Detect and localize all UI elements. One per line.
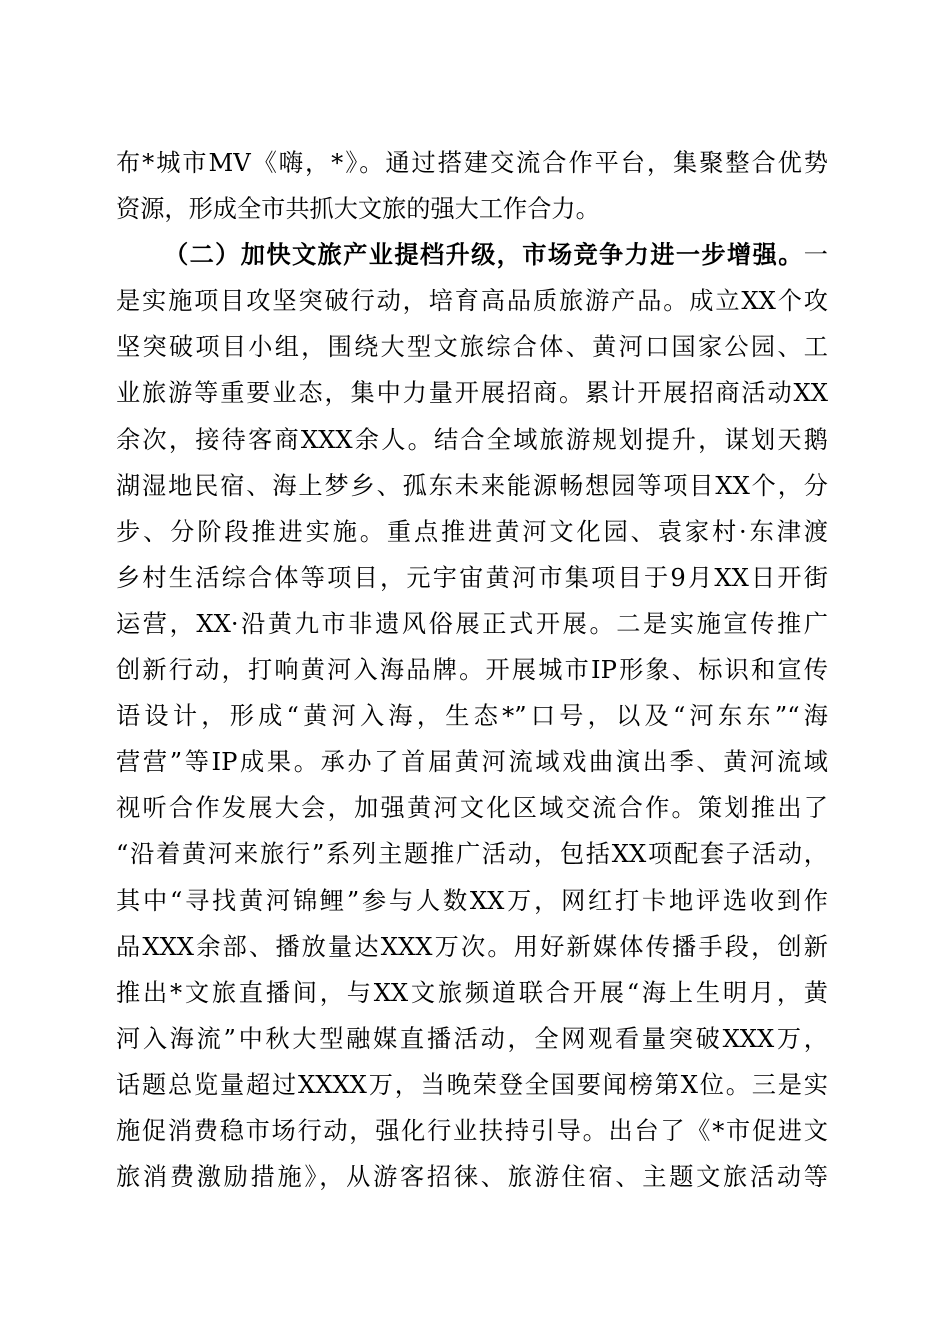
text-line: 其中“寻找黄河锦鲤”参与人数XX万，网红打卡地评选收到作 <box>116 886 828 915</box>
text-line: 是实施项目攻坚突破行动，培育高品质旅游产品。成立XX个攻 <box>116 287 828 316</box>
body-text <box>116 140 828 1200</box>
text-line: 坚突破项目小组，围绕大型文旅综合体、黄河口国家公园、工 <box>116 333 828 362</box>
text-line: 运营，XX·沿黄九市非遗风俗展正式开展。二是实施宣传推广 <box>116 609 828 638</box>
text-line: 湖湿地民宿、海上梦乡、孤东未来能源畅想园等项目XX个，分 <box>116 471 828 500</box>
text-line: 施促消费稳市场行动，强化行业扶持引导。出台了《*市促进文 <box>116 1116 828 1145</box>
text-line: 河入海流”中秋大型融媒直播活动，全网观看量突破XXX万， <box>116 1024 828 1053</box>
text-line: 创新行动，打响黄河入海品牌。开展城市IP形象、标识和宣传 <box>116 656 828 685</box>
section-heading-line <box>116 232 828 278</box>
text-line: 品XXX余部、播放量达XXX万次。用好新媒体传播手段，创新 <box>116 932 828 961</box>
text-line: “沿着黄河来旅行”系列主题推广活动，包括XX项配套子活动， <box>116 840 828 869</box>
text-line: 布*城市MV《嗨，*》。通过搭建交流合作平台，集聚整合优势 <box>116 149 828 177</box>
text-run: 一 <box>803 241 828 270</box>
text-line: 业旅游等重要业态，集中力量开展招商。累计开展招商活动XX <box>116 379 828 408</box>
text-line: 旅消费激励措施》，从游客招徕、旅游住宿、主题文旅活动等 <box>116 1163 828 1192</box>
text-line: 话题总览量超过XXXX万，当晚荣登全国要闻榜第X位。三是实 <box>116 1070 828 1099</box>
text-line: 语设计，形成“黄河入海，生态*”口号，以及“河东东”“海 <box>116 702 828 731</box>
text-line: 乡村生活综合体等项目，元宇宙黄河市集项目于9月XX日开街 <box>116 563 828 592</box>
text-line: 资源，形成全市共抓大文旅的强大工作合力。 <box>116 195 600 224</box>
text-line: 余次，接待客商XXX余人。结合全域旅游规划提升，谋划天鹅 <box>116 425 828 454</box>
text-line: 推出*文旅直播间，与XX文旅频道联合开展“海上生明月，黄 <box>116 978 828 1007</box>
section-heading: （二）加快文旅产业提档升级，市场竞争力进一步增强。 <box>164 240 804 270</box>
text-line: 步、分阶段推进实施。重点推进黄河文化园、袁家村·东津渡 <box>116 517 828 546</box>
text-line: 视听合作发展大会，加强黄河文化区域交流合作。策划推出了 <box>116 794 828 823</box>
text-line: 营营”等IP成果。承办了首届黄河流域戏曲演出季、黄河流域 <box>116 748 828 777</box>
